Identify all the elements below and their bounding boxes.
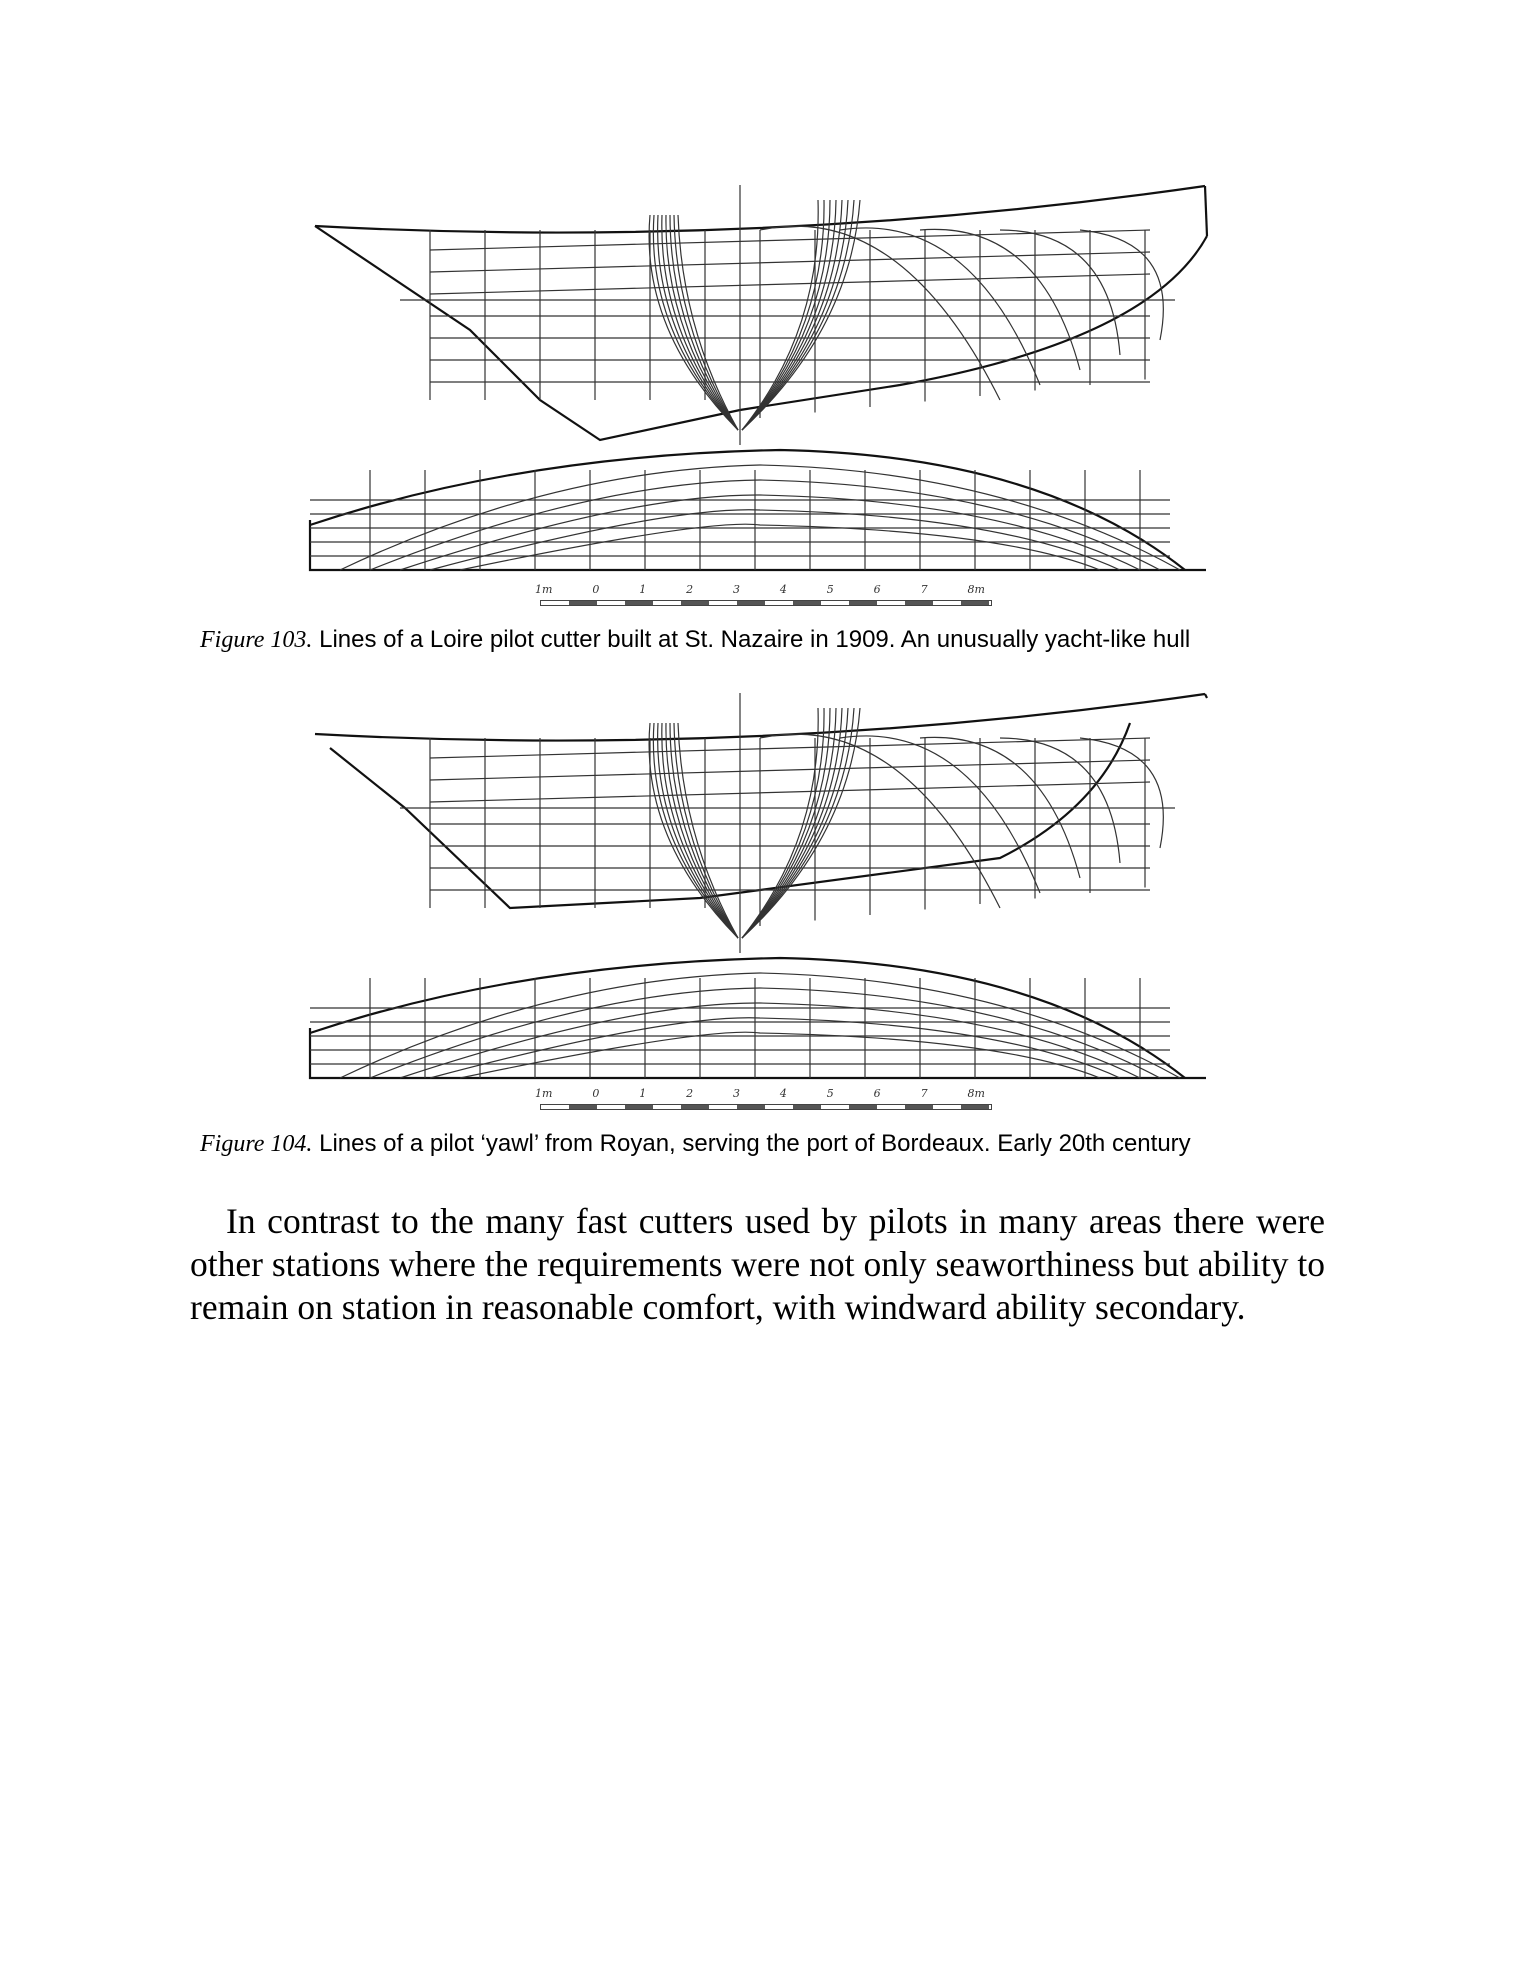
scale-label: 7 xyxy=(920,583,928,596)
scale-label: 2 xyxy=(686,1087,694,1100)
body-plan-curve xyxy=(742,708,842,938)
scale-label: 6 xyxy=(873,1087,881,1100)
scale-label: 1m xyxy=(535,1087,553,1100)
figure-103-scale-labels xyxy=(535,583,985,596)
sheer-line xyxy=(315,694,1205,741)
hull-profile xyxy=(330,723,1130,908)
scale-label: 4 xyxy=(779,1087,787,1100)
waterline-plan-curve xyxy=(430,1018,1120,1078)
body-plan-curve xyxy=(674,723,738,938)
buttock-curve xyxy=(1080,738,1163,848)
scale-label: 2 xyxy=(686,583,694,596)
scale-label: 8m xyxy=(967,583,985,596)
waterline-grid xyxy=(430,760,1150,780)
scale-label: 1m xyxy=(535,583,553,596)
scale-label: 1 xyxy=(639,1087,647,1100)
body-plan-curve xyxy=(742,708,848,938)
scale-label: 4 xyxy=(779,583,787,596)
body-plan-curve xyxy=(666,723,738,938)
waterline-plan-curve xyxy=(340,973,1180,1078)
figure-104-caption xyxy=(200,1130,1330,1158)
figure-103-caption xyxy=(200,626,1330,654)
figure-103-scale-bar xyxy=(540,600,992,606)
scale-label: 5 xyxy=(826,583,834,596)
body-plan-curve xyxy=(678,723,738,938)
scale-label: 7 xyxy=(920,1087,928,1100)
body-plan-curve xyxy=(742,708,824,938)
scale-label: 1 xyxy=(639,583,647,596)
scale-label: 5 xyxy=(826,1087,834,1100)
body-plan-curve xyxy=(742,708,830,938)
buttock-curve xyxy=(1000,738,1120,863)
figure-label: Figure 103. xyxy=(200,627,313,653)
scale-label: 0 xyxy=(592,1087,600,1100)
caption-text: Lines of a pilot ‘yawl’ from Royan, serving the port of Bordeaux. Early 20th century xyxy=(312,1130,1191,1157)
scale-label: 6 xyxy=(873,583,881,596)
figure-104-scale-labels xyxy=(535,1087,985,1100)
caption-text: Lines of a Loire pilot cutter built at St. Nazaire in 1909. An unusually yacht-like hull xyxy=(312,626,1191,653)
figure-104-scale-bar xyxy=(540,1104,992,1110)
scale-label: 3 xyxy=(733,1087,740,1100)
scale-label: 8m xyxy=(967,1087,985,1100)
buttock-curve xyxy=(760,734,1000,908)
body-plan-curve xyxy=(742,708,854,938)
scale-label: 3 xyxy=(733,583,740,596)
body-paragraph: In contrast to the many fast cutters used by pilots in many areas there were other stations where the requirements were not only seaworthiness but ability to remain on station in reasonable comfort, with windward ability secondary. xyxy=(190,1201,1325,1327)
figure-label: Figure 104. xyxy=(200,1131,313,1157)
stem-line xyxy=(1205,694,1207,698)
scale-label: 0 xyxy=(592,583,600,596)
waterline-plan-curve xyxy=(460,1032,1100,1078)
